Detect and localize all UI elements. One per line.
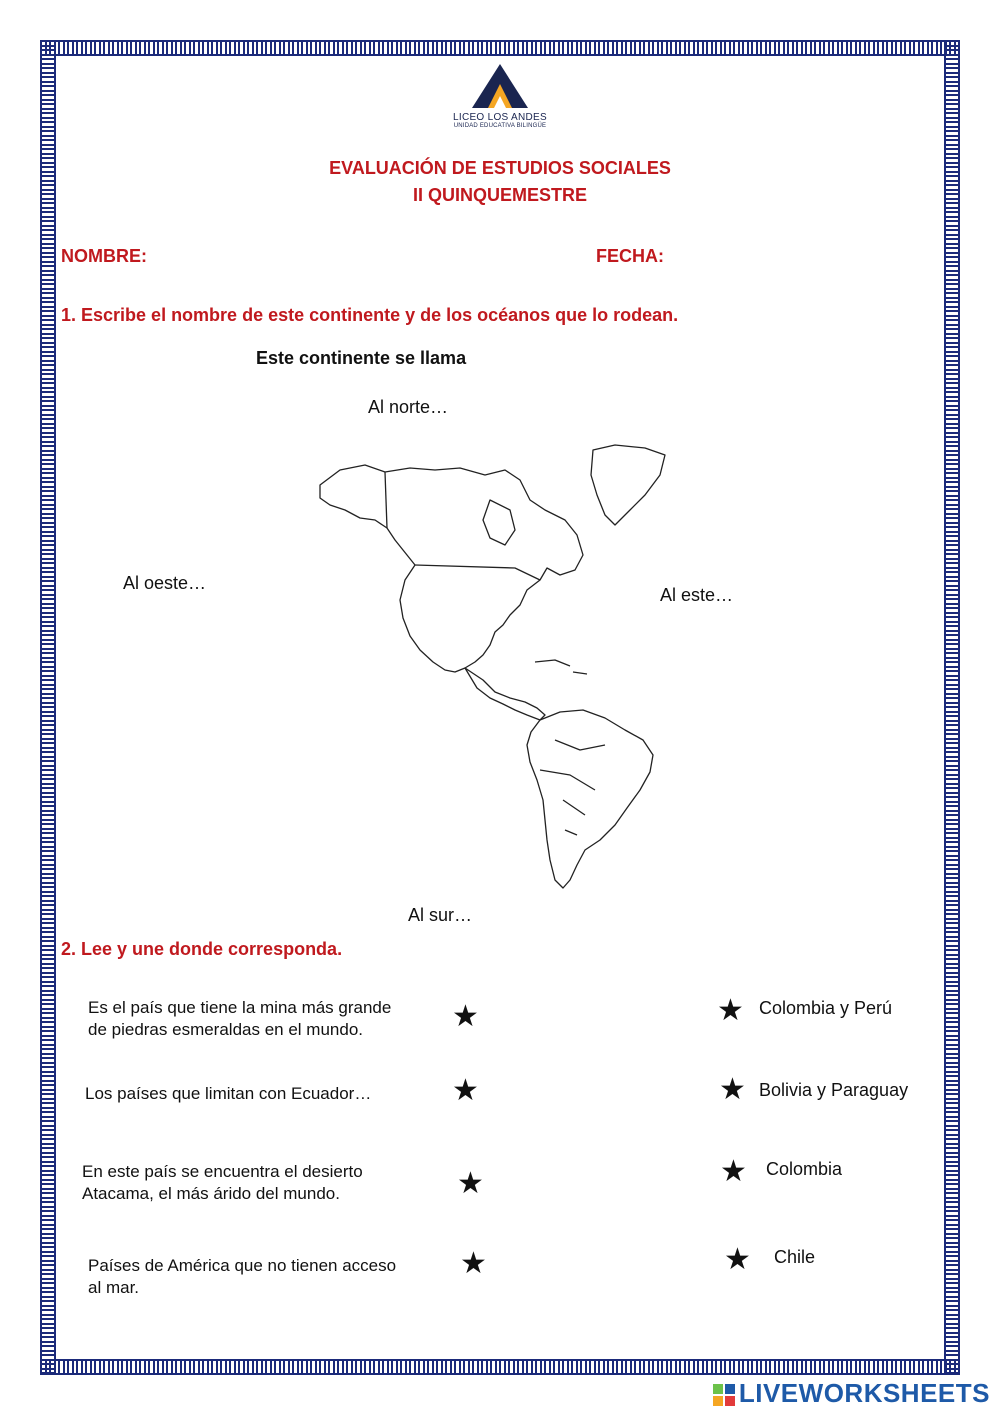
west-label: Al oeste… [123, 573, 207, 593]
liveworksheets-brand: LIVEWORKSHEETS [713, 1378, 990, 1409]
left-item-2: Los países que limitan con Ecuador… [85, 1084, 372, 1103]
hudson-bay-outline [483, 500, 515, 545]
continent-label: Este continente se llama [256, 348, 467, 368]
school-logo [440, 62, 560, 142]
star-right-3[interactable]: ★ [720, 1155, 747, 1188]
star-left-2[interactable]: ★ [452, 1074, 479, 1107]
right-item-1: Colombia y Perú [759, 998, 893, 1018]
school-subtitle: UNIDAD EDUCATIVA BILINGÜE [453, 123, 547, 129]
north-label: Al norte… [368, 397, 449, 417]
south-label: Al sur… [408, 905, 473, 925]
south-america-outline [527, 710, 653, 888]
page-title: EVALUACIÓN DE ESTUDIOS SOCIALES [329, 158, 671, 178]
south-america-borders [540, 740, 605, 835]
star-right-1[interactable]: ★ [717, 994, 744, 1027]
us-canada-border [415, 565, 540, 580]
north-america-outline [320, 465, 583, 672]
central-america-outline [465, 668, 545, 720]
page-subtitle: II QUINQUEMESTRE [412, 185, 587, 205]
name-label: NOMBRE: [61, 246, 147, 266]
americas-map [315, 440, 670, 892]
liveworksheets-logo-icon [713, 1384, 735, 1406]
star-right-4[interactable]: ★ [724, 1243, 751, 1276]
greenland-outline [591, 445, 665, 525]
left-item-1: Es el país que tiene la mina más grande de piedras esmeraldas en el mundo. [88, 998, 392, 1039]
right-item-3: Colombia [766, 1159, 843, 1179]
left-item-4: Países de América que no tienen acceso al mar. [88, 1256, 397, 1297]
caribbean-islands [535, 660, 587, 674]
alaska-border [385, 472, 387, 528]
right-item-4: Chile [774, 1247, 816, 1267]
right-item-2: Bolivia y Paraguay [759, 1080, 909, 1100]
star-left-1[interactable]: ★ [452, 1000, 479, 1033]
school-name: LICEO LOS ANDES [453, 112, 547, 123]
logo-mountain-icon [470, 62, 530, 110]
star-right-2[interactable]: ★ [719, 1073, 746, 1106]
left-item-3: En este país se encuentra el desierto Atacama, el más árido del mundo. [82, 1162, 363, 1203]
east-label: Al este… [660, 585, 734, 605]
date-label: FECHA: [596, 246, 664, 266]
star-left-3[interactable]: ★ [457, 1167, 484, 1200]
question-1-prompt: 1. Escribe el nombre de este continente y de los océanos que lo rodean. [61, 305, 679, 325]
star-left-4[interactable]: ★ [460, 1247, 487, 1280]
question-2-prompt: 2. Lee y une donde corresponda. [61, 939, 343, 959]
